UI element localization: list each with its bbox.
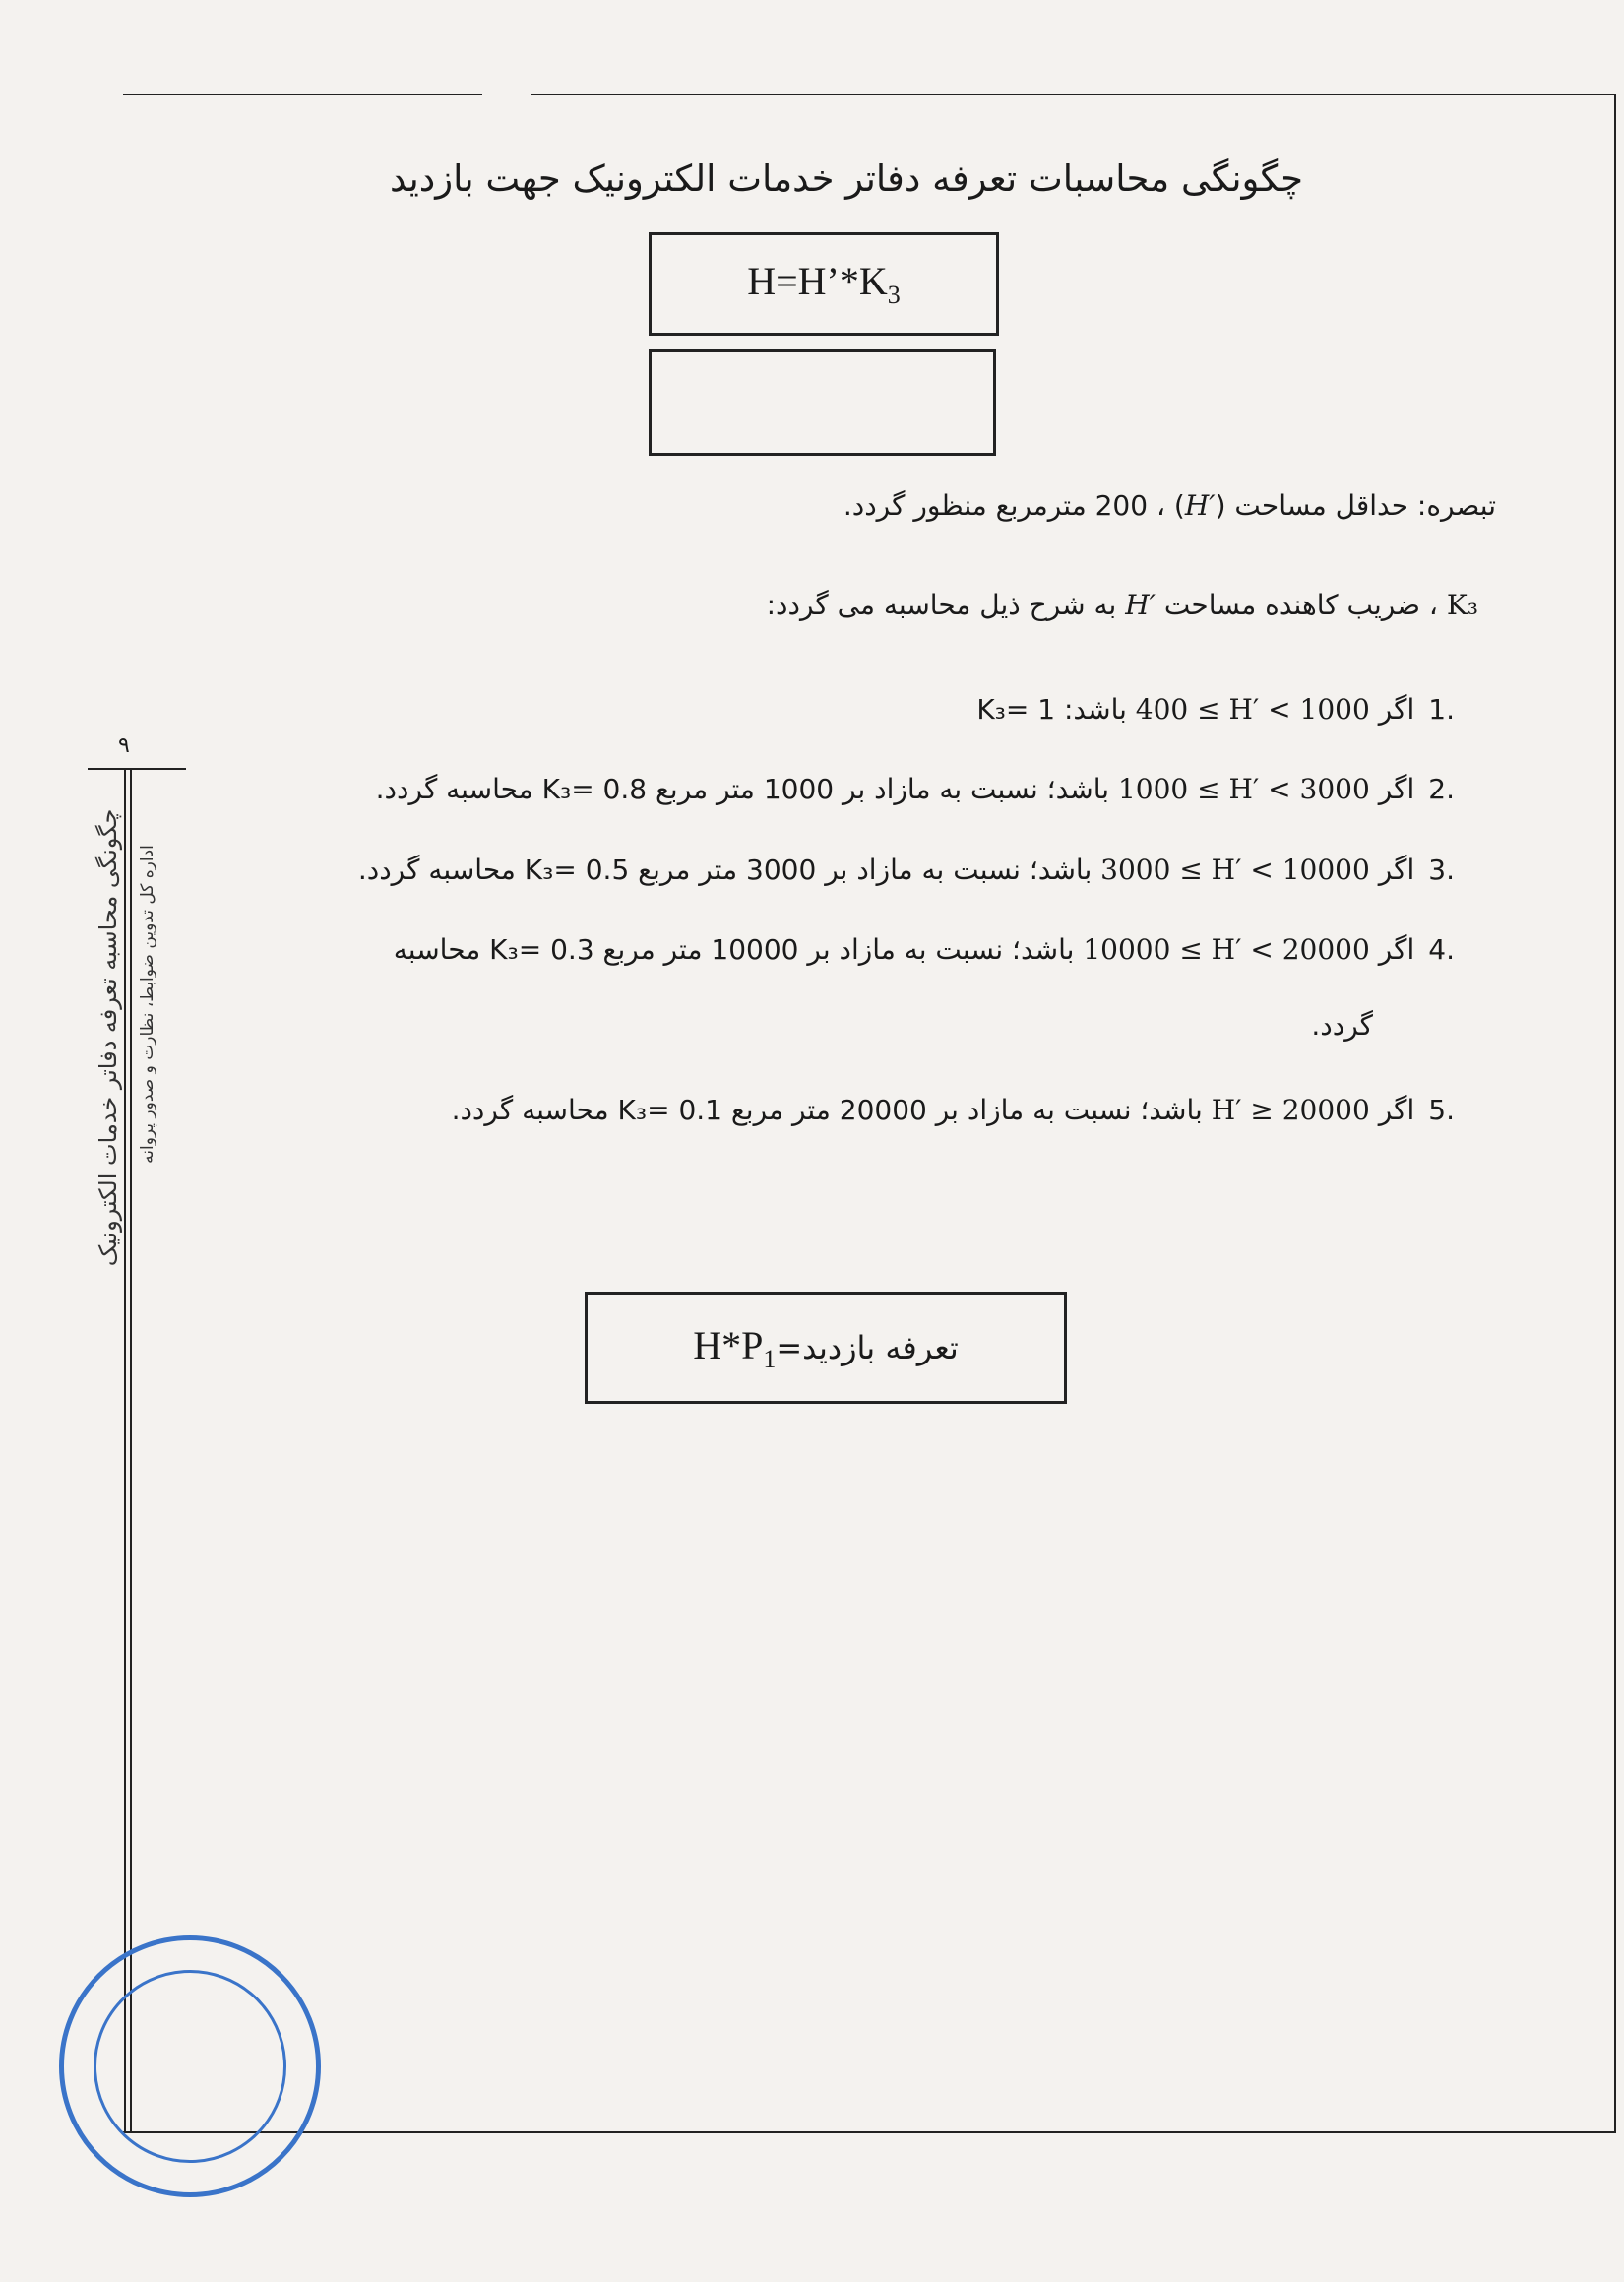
frame-top-left: [123, 94, 482, 95]
item-condition: 10000 ≤ H′ < 20000: [1083, 933, 1370, 966]
page-number: ۹: [118, 733, 130, 758]
sidebar-department: اداره کل تدوین ضوابط، نظارت و صدور پروانه: [138, 845, 157, 1164]
list-item: [394, 933, 1455, 966]
frame-right: [1614, 94, 1616, 2131]
item-rest: باشد؛ نسبت به مازاد بر 3000 متر مربع K₃= 0.5 محاسبه گردد.: [357, 854, 1101, 886]
k3-var: H′: [1125, 589, 1156, 621]
note-prefix: تبصره: حداقل مساحت (: [1215, 489, 1496, 522]
tariff-formula-box: [585, 1292, 1067, 1404]
k3-symbol: K₃: [1446, 589, 1478, 621]
note-var: H′: [1184, 489, 1216, 522]
frame-top-right: [531, 94, 1616, 95]
item-number: .4: [1428, 933, 1455, 966]
tariff-subscript: 1: [763, 1344, 777, 1373]
tariff-expr: [693, 1322, 776, 1374]
tariff-label: تعرفه بازدید=: [776, 1329, 959, 1366]
item-condition: H′ ≥ 20000: [1211, 1094, 1370, 1126]
item-number: .1: [1428, 693, 1455, 726]
list-item: [358, 854, 1455, 886]
item-prefix: اگر: [1369, 693, 1415, 726]
item-number: .3: [1428, 854, 1455, 886]
item-rest: باشد؛ نسبت به مازاد بر 10000 متر مربع K₃= 0.3 محاسبه: [393, 933, 1084, 966]
item-rest: باشد: K₃= 1: [976, 693, 1136, 726]
note-line: [843, 489, 1496, 522]
item-number: .5: [1428, 1094, 1455, 1126]
k3-suffix: به شرح ذیل محاسبه می گردد:: [766, 589, 1126, 621]
list-item: [452, 1094, 1455, 1126]
stamp-signature: [62, 1938, 318, 2194]
formula-box: [649, 232, 999, 336]
note-suffix: ) ، 200 مترمربع منظور گردد.: [843, 489, 1185, 522]
k3-intro: [767, 589, 1478, 621]
list-item: [976, 693, 1455, 726]
sidebar-doc-title: چگونگی محاسبه تعرفه دفاتر خدمات الکترونیک: [94, 808, 122, 1267]
item-prefix: اگر: [1369, 854, 1415, 886]
list-item-continuation: گردد.: [1311, 1009, 1373, 1042]
sidebar-divider: [88, 768, 186, 770]
frame-bottom: [123, 2131, 1616, 2133]
formula-text: H=H’*K: [747, 259, 888, 303]
frame-left-outer: [124, 768, 126, 2131]
item-prefix: اگر: [1369, 1094, 1415, 1126]
item-number: .2: [1428, 773, 1455, 805]
formula-h: [747, 258, 901, 310]
k3-mid: ، ضریب کاهنده مساحت: [1156, 589, 1447, 621]
formula-subscript: 3: [887, 281, 901, 309]
official-stamp: [59, 1935, 321, 2197]
empty-box: [649, 349, 996, 456]
frame-left-inner: [130, 768, 132, 2131]
item-prefix: اگر: [1369, 933, 1415, 966]
item-rest: باشد؛ نسبت به مازاد بر 1000 متر مربع K₃= 0.8 محاسبه گردد.: [375, 773, 1118, 805]
item-prefix: اگر: [1369, 773, 1415, 805]
item-condition: 3000 ≤ H′ < 10000: [1100, 854, 1370, 886]
page-title: چگونگی محاسبات تعرفه دفاتر خدمات الکترونیک جهت بازدید: [390, 158, 1303, 200]
item-rest: باشد؛ نسبت به مازاد بر 20000 متر مربع K₃= 0.1 محاسبه گردد.: [451, 1094, 1212, 1126]
list-item: [376, 773, 1455, 805]
item-condition: 1000 ≤ H′ < 3000: [1117, 773, 1370, 805]
tariff-expr-text: H*P: [693, 1322, 764, 1367]
item-condition: 400 ≤ H′ < 1000: [1135, 693, 1370, 726]
